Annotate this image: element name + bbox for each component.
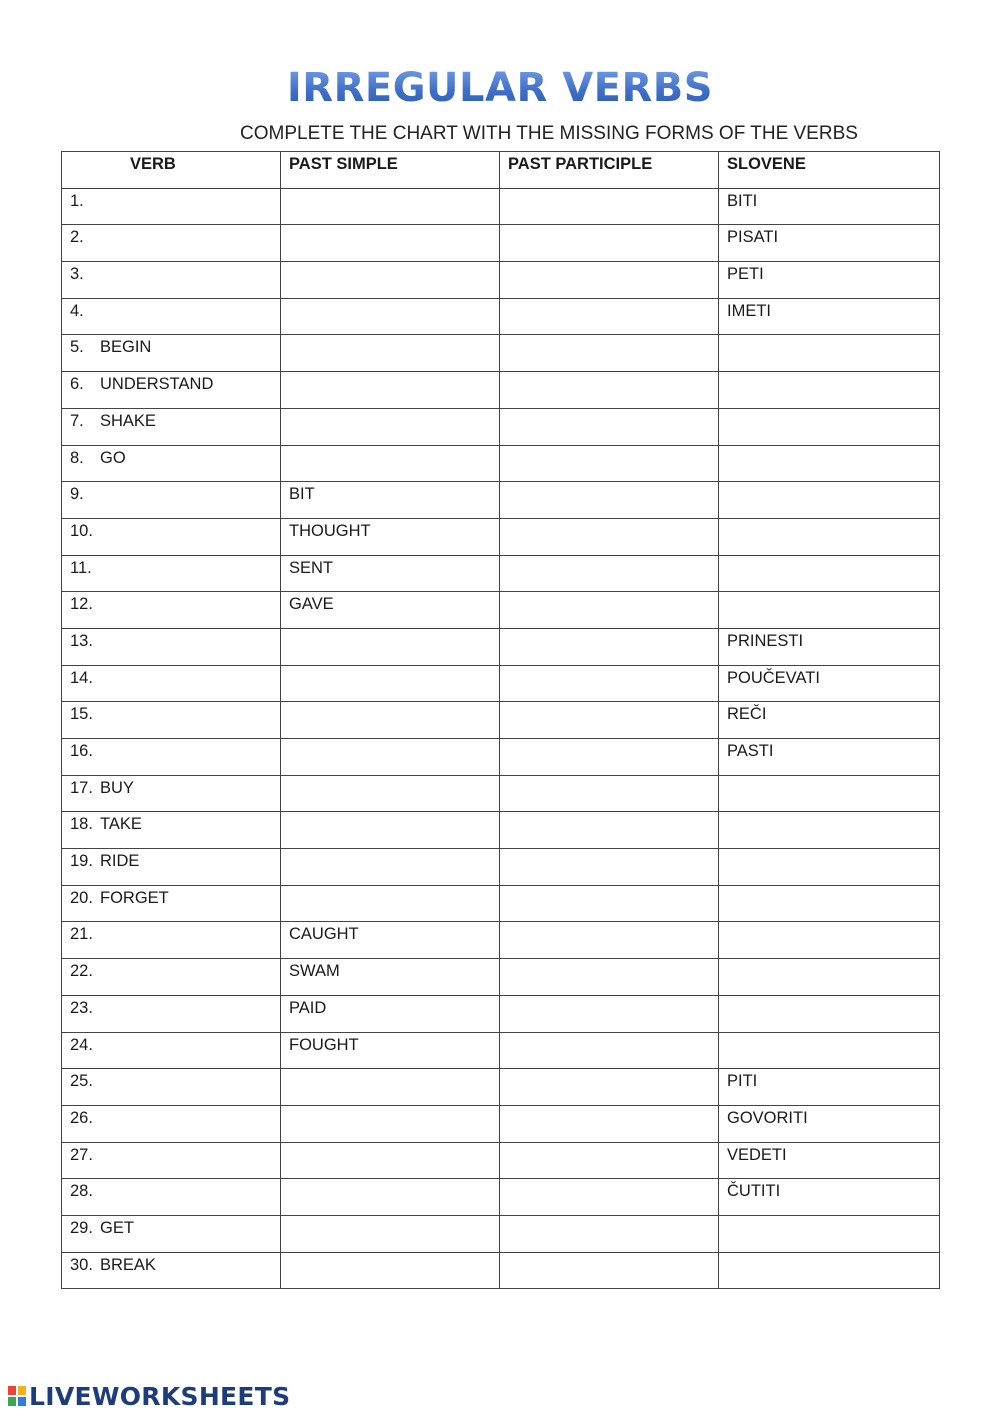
row-number: 12. [70,595,93,614]
past-participle-cell[interactable] [500,555,719,592]
slovene-cell[interactable] [719,592,940,629]
past-simple-cell[interactable]: FOUGHT [281,1032,500,1069]
past-participle-cell[interactable] [500,959,719,996]
slovene-cell[interactable] [719,775,940,812]
past-simple-cell[interactable] [281,262,500,299]
table-row [62,408,940,445]
table-row [62,555,940,592]
verb-cell[interactable] [62,592,281,629]
row-number: 23. [70,998,93,1017]
past-participle-cell[interactable] [500,518,719,555]
verb-value: GET [100,1218,134,1237]
worksheet-title: IRREGULAR VERBS [0,62,1000,114]
past-participle-cell[interactable] [500,188,719,225]
row-number: 4. [70,301,84,320]
past-participle-cell[interactable] [500,1105,719,1142]
header-past-simple: PAST SIMPLE [281,152,500,189]
table-row [62,298,940,335]
row-number: 18. [70,815,93,834]
past-simple-cell[interactable] [281,702,500,739]
past-simple-cell[interactable] [281,1069,500,1106]
past-simple-cell[interactable] [281,885,500,922]
past-simple-cell[interactable] [281,408,500,445]
slovene-cell[interactable] [719,959,940,996]
slovene-cell[interactable]: REČI [719,702,940,739]
row-number: 24. [70,1035,93,1054]
past-participle-cell[interactable] [500,225,719,262]
verb-cell[interactable] [62,739,281,776]
row-number: 19. [70,852,93,871]
table-row [62,1179,940,1216]
table-row [62,372,940,409]
verb-cell[interactable] [62,849,281,886]
past-participle-cell[interactable] [500,1179,719,1216]
verb-value: TAKE [100,815,142,834]
past-participle-cell[interactable] [500,1252,719,1289]
past-simple-cell[interactable] [281,775,500,812]
row-number: 6. [70,375,84,394]
past-participle-cell[interactable] [500,482,719,519]
past-participle-cell[interactable] [500,1032,719,1069]
verb-cell[interactable] [62,665,281,702]
verb-cell[interactable] [62,225,281,262]
table-row [62,665,940,702]
verb-cell[interactable] [62,885,281,922]
past-participle-cell[interactable] [500,298,719,335]
logo-square [18,1397,26,1406]
table-row [62,812,940,849]
past-simple-cell[interactable] [281,849,500,886]
past-participle-cell[interactable] [500,702,719,739]
slovene-cell[interactable]: POUČEVATI [719,665,940,702]
past-simple-cell[interactable] [281,1252,500,1289]
row-number: 26. [70,1108,93,1127]
past-participle-cell[interactable] [500,665,719,702]
slovene-cell[interactable]: PETI [719,262,940,299]
slovene-cell[interactable] [719,885,940,922]
verb-value: FORGET [100,888,169,907]
verb-cell[interactable] [62,1105,281,1142]
slovene-cell[interactable] [719,518,940,555]
verb-cell[interactable] [62,702,281,739]
slovene-cell[interactable] [719,1252,940,1289]
verb-cell[interactable] [62,1179,281,1216]
verb-value: UNDERSTAND [100,375,214,394]
slovene-cell[interactable] [719,1215,940,1252]
past-simple-cell[interactable] [281,812,500,849]
verb-cell[interactable] [62,1142,281,1179]
table-row [62,922,940,959]
table-row [62,739,940,776]
verb-value: BUY [100,778,134,797]
slovene-cell[interactable] [719,445,940,482]
table-row [62,702,940,739]
table-row [62,775,940,812]
verb-value: GO [100,448,126,467]
past-participle-cell[interactable] [500,335,719,372]
row-number: 11. [70,558,92,577]
verb-value: RIDE [100,852,140,871]
table-row [62,188,940,225]
table-row [62,1252,940,1289]
past-simple-cell[interactable] [281,335,500,372]
logo-square [8,1386,16,1395]
verb-cell[interactable] [62,408,281,445]
verb-cell[interactable] [62,262,281,299]
row-number: 9. [70,485,84,504]
row-number: 17. [70,778,93,797]
table-row [62,885,940,922]
verb-cell[interactable] [62,188,281,225]
row-number: 5. [70,338,84,357]
table-row [62,445,940,482]
row-number: 29. [70,1218,93,1237]
header-past-participle: PAST PARTICIPLE [500,152,719,189]
verb-cell[interactable] [62,1069,281,1106]
table-row [62,959,940,996]
table-row [62,1142,940,1179]
row-number: 21. [70,925,93,944]
verb-cell[interactable] [62,1032,281,1069]
instructions: COMPLETE THE CHART WITH THE MISSING FORMS OF THE VERBS [240,123,858,144]
verb-cell[interactable] [62,372,281,409]
verb-cell[interactable] [62,518,281,555]
past-participle-cell[interactable] [500,445,719,482]
slovene-cell[interactable] [719,995,940,1032]
row-number: 8. [70,448,84,467]
slovene-cell[interactable]: BITI [719,188,940,225]
verb-value: BEGIN [100,338,152,357]
table-row [62,518,940,555]
past-participle-cell[interactable] [500,628,719,665]
table-row [62,1069,940,1106]
row-number: 13. [70,631,93,650]
slovene-cell[interactable]: VEDETI [719,1142,940,1179]
row-number: 1. [70,191,84,210]
slovene-cell[interactable]: IMETI [719,298,940,335]
past-participle-cell[interactable] [500,408,719,445]
row-number: 2. [70,228,84,247]
past-participle-cell[interactable] [500,922,719,959]
slovene-cell[interactable] [719,555,940,592]
past-participle-cell[interactable] [500,812,719,849]
logo-square [18,1386,26,1395]
past-participle-cell[interactable] [500,262,719,299]
table-row [62,592,940,629]
past-simple-cell[interactable] [281,445,500,482]
past-simple-cell[interactable] [281,1142,500,1179]
row-number: 27. [70,1145,93,1164]
logo-icon [8,1386,26,1406]
past-participle-cell[interactable] [500,885,719,922]
verb-cell[interactable] [62,298,281,335]
past-participle-cell[interactable] [500,592,719,629]
table-row [62,995,940,1032]
past-simple-cell[interactable] [281,188,500,225]
table-row [62,335,940,372]
past-simple-cell[interactable]: BIT [281,482,500,519]
table-row [62,1105,940,1142]
verb-cell[interactable] [62,628,281,665]
past-participle-cell[interactable] [500,1069,719,1106]
verb-cell[interactable] [62,555,281,592]
verb-chart [61,151,940,1289]
past-simple-cell[interactable] [281,1179,500,1216]
past-participle-cell[interactable] [500,739,719,776]
slovene-cell[interactable]: PASTI [719,739,940,776]
slovene-cell[interactable] [719,408,940,445]
table-row [62,262,940,299]
past-simple-cell[interactable] [281,298,500,335]
verb-cell[interactable] [62,1252,281,1289]
past-simple-cell[interactable] [281,372,500,409]
row-number: 14. [70,668,93,687]
logo-square [8,1397,16,1406]
slovene-cell[interactable] [719,812,940,849]
past-participle-cell[interactable] [500,372,719,409]
past-simple-cell[interactable] [281,628,500,665]
past-simple-cell[interactable]: CAUGHT [281,922,500,959]
row-number: 15. [70,705,93,724]
slovene-cell[interactable] [719,1032,940,1069]
past-simple-cell[interactable]: GAVE [281,592,500,629]
row-number: 28. [70,1182,93,1201]
verb-cell[interactable] [62,959,281,996]
past-simple-cell[interactable]: SWAM [281,959,500,996]
row-number: 25. [70,1072,93,1091]
table-row [62,482,940,519]
header-verb: VERB [62,152,281,189]
table-row [62,225,940,262]
slovene-cell[interactable]: PRINESTI [719,628,940,665]
row-number: 30. [70,1255,93,1274]
slovene-cell[interactable]: ČUTITI [719,1179,940,1216]
verb-cell[interactable] [62,922,281,959]
row-number: 22. [70,962,93,981]
row-number: 7. [70,411,84,430]
liveworksheets-logo [8,1381,290,1411]
header-row [62,152,940,189]
past-simple-cell[interactable] [281,1215,500,1252]
row-number: 20. [70,888,93,907]
verb-value: SHAKE [100,411,156,430]
table-row [62,628,940,665]
header-slovene: SLOVENE [719,152,940,189]
row-number: 10. [70,521,93,540]
verb-cell[interactable] [62,812,281,849]
logo-text: LIVEWORKSHEETS [29,1381,291,1411]
past-participle-cell[interactable] [500,775,719,812]
past-simple-cell[interactable] [281,1105,500,1142]
slovene-cell[interactable] [719,922,940,959]
slovene-cell[interactable]: PITI [719,1069,940,1106]
past-participle-cell[interactable] [500,1142,719,1179]
verb-value: BREAK [100,1255,156,1274]
verb-cell[interactable] [62,445,281,482]
verb-cell[interactable] [62,335,281,372]
table-row [62,849,940,886]
table-row [62,1215,940,1252]
verb-cell[interactable] [62,482,281,519]
slovene-cell[interactable] [719,482,940,519]
slovene-cell[interactable]: PISATI [719,225,940,262]
past-participle-cell[interactable] [500,1215,719,1252]
past-participle-cell[interactable] [500,849,719,886]
table-row [62,1032,940,1069]
slovene-cell[interactable] [719,849,940,886]
past-simple-cell[interactable] [281,225,500,262]
past-simple-cell[interactable]: SENT [281,555,500,592]
past-participle-cell[interactable] [500,995,719,1032]
past-simple-cell[interactable] [281,665,500,702]
slovene-cell[interactable] [719,335,940,372]
past-simple-cell[interactable]: THOUGHT [281,518,500,555]
verb-cell[interactable] [62,995,281,1032]
past-simple-cell[interactable]: PAID [281,995,500,1032]
verb-cell[interactable] [62,1215,281,1252]
row-number: 3. [70,265,84,284]
past-simple-cell[interactable] [281,739,500,776]
verb-cell[interactable] [62,775,281,812]
row-number: 16. [70,742,93,760]
slovene-cell[interactable]: GOVORITI [719,1105,940,1142]
slovene-cell[interactable] [719,372,940,409]
